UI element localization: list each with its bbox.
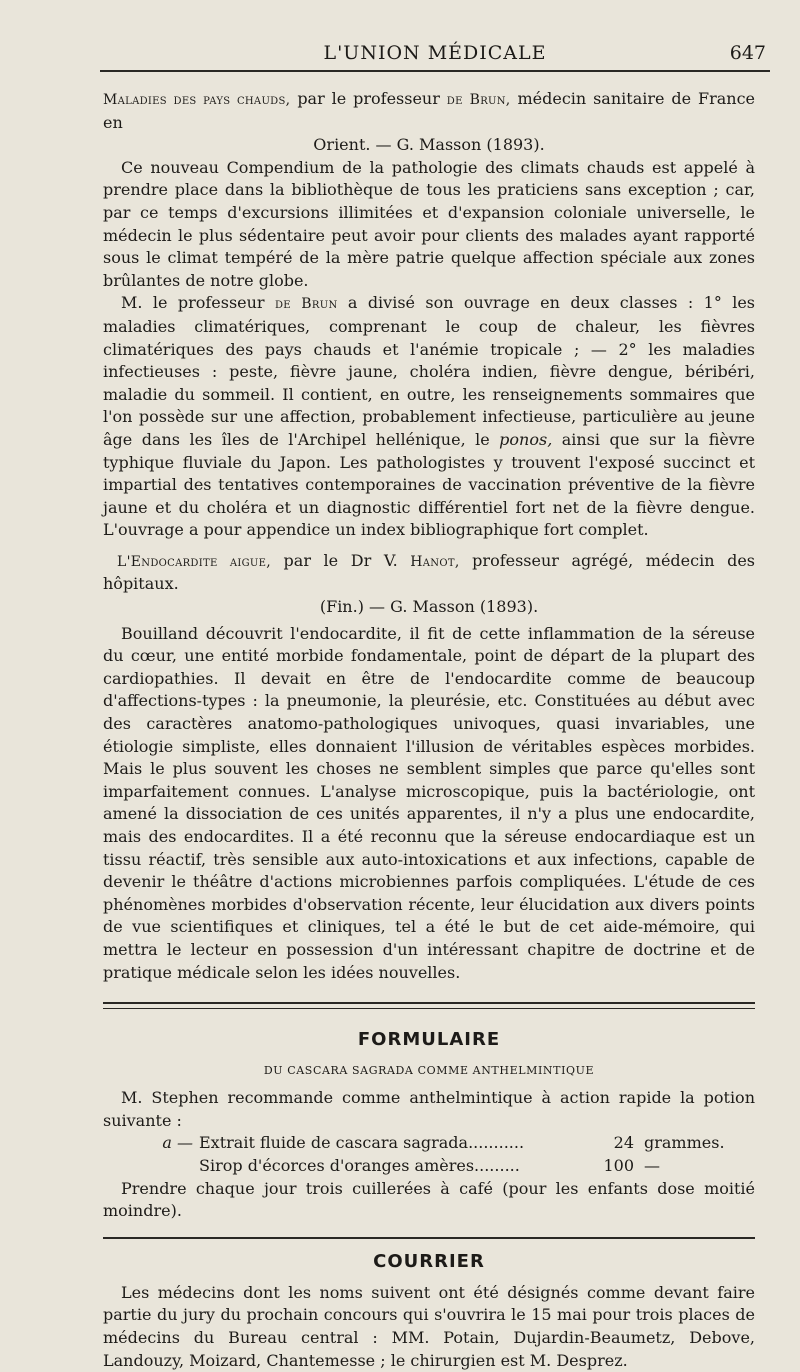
doctor-abbrev: Dr [350, 550, 372, 570]
review-heading-maladies [103, 88, 755, 157]
recipe-mark: a — [162, 1133, 193, 1153]
review-paragraph [103, 292, 755, 542]
recipe-line [103, 1155, 755, 1178]
section-divider [103, 1237, 755, 1239]
text-run: a divisé son ouvrage en deux classes : 1° les maladies climatériques, comprenant le coup de chaleur, les fièvres climatériques des pays chauds et l'anémie tropicale ; — 2° les maladies infectieuses : peste, fièvre jaune, choléra indien, fièvre dengue, béribéri, maladie du sommeil. Il contient, en outre, les renseignements sommaires que l'on possède sur une affection, probablement infectieuse, particulière au jeune âge dans les îles de l'Archipel hellénique, le [103, 293, 756, 449]
formula-subtitle: DU CASCARA SAGRADA COMME ANTHELMINTIQUE [263, 1064, 595, 1078]
review-paragraph: Ce nouveau Compendium de la pathologie des climats chauds est appelé à prendre place dans la bibliothèque de tous les praticiens sans exception ; car, par ce temps d'excursions illimitées et d'expansion coloniale universelle, le médecin le plus sédentaire peut avoir pour clients des malades ayant rapporté sous le climat tempéré de la mère patrie quelque affection spéciale aux zones brûlantes de notre globe. [103, 157, 755, 290]
publication-info: (Fin.) — G. Masson (1893). [319, 597, 539, 617]
recipe-ingredient: Sirop d'écorces d'oranges amères......... [199, 1155, 520, 1175]
italic-term: ponos, [499, 429, 553, 449]
by-text: par le professeur [297, 89, 440, 108]
review-paragraph: Bouilland découvrit l'endocardite, il fit de cette inflammation de la séreuse du cœur, une entité morbide fondamentale, point de départ de la plupart des cardiopathies. Il devait en être de l'endocardite comme de beaucoup d'affections-types : la pneumonie, la pleurésie, etc. Constituées au début avec des caractères anatomo-pathologiques univoques, quasi invariables, une étiologie simpliste, elles donnaient l'illusion de véritables espèces morbides. Mais le plus souvent les choses ne semblent simples que parce qu'elles sont imparfaitement connues. L'analyse microscopique, puis la bactériologie, ont amené la dissociation de ces unités apparentes, il n'y a plus une endocardite, mais des endocardites. Il a été reconnu que la séreuse endocardiaque est un tissu réactif, très sensible aux auto-intoxications et aux infections, capable de devenir le théâtre d'actions microbiennes parfois compliquées. L'étude de ces phénomènes morbides d'observation récente, leur élucidation aux divers points de vue scientifiques et cliniques, tel a été le but de cet aide-mémoire, qui mettra le lecteur en possession d'un intéressant chapitre de doctrine et de pratique médicale selon les idées nouvelles. [103, 623, 755, 982]
courrier-paragraph: Les médecins dont les noms suivent ont été désignés comme devant faire partie du jury du prochain concours qui s'ouvrira le 15 mai pour trois places de médecins du Bureau central : MM. Potain, Dujardin-Beaumetz, Debove, Landouzy, Moizard, Chantemesse ; le chirurgien est M. Desprez. [103, 1282, 755, 1370]
text-run: ainsi que sur la fièvre typhique fluviale du Japon. Les pathologistes y trouvent l'exposé succinct et impartial des tentatives contemporaines de vaccination préventive de la fièvre jaune et du choléra et un diagnostic différentiel fort net de la fièvre dengue. L'ouvrage a pour appendice un index bibliographique fort complet. [103, 429, 756, 540]
page-number: 647 [729, 42, 766, 64]
author-affiliation: médecin sanitaire de France en [103, 89, 755, 132]
recipe-ingredient: Extrait fluide de cascara sagrada........... [199, 1133, 525, 1153]
recipe-quantity: 24 [613, 1133, 634, 1153]
recipe-quantity: 100 [603, 1155, 634, 1175]
book-title: L'Endocardite aigue, [117, 553, 271, 570]
author-particle: de [446, 92, 463, 108]
author-initial: V. [383, 550, 398, 570]
page-header [100, 40, 770, 72]
recipe-mark [103, 1155, 199, 1178]
recipe-line [103, 1132, 755, 1155]
page-content [103, 88, 755, 1372]
publication-info: Orient. — G. Masson (1893). [313, 135, 545, 155]
text-run: M. le professeur [121, 293, 265, 313]
formula-recipe [103, 1132, 755, 1177]
running-title: L'UNION MÉDICALE [323, 42, 547, 64]
author-particle: de [274, 296, 291, 313]
author-name: Hanot, [410, 553, 460, 570]
section-divider [103, 1002, 755, 1009]
author-name: Brun [301, 296, 338, 313]
section-title-formulaire: FORMULAIRE [357, 1029, 501, 1051]
recipe-unit: grammes. [644, 1133, 725, 1153]
author-name: Brun, [469, 92, 511, 108]
author-affiliation: professeur agrégé, médecin des hôpitaux. [103, 550, 756, 594]
review-heading-endocardite [103, 550, 755, 619]
formula-intro: M. Stephen recommande comme anthelmintique à action rapide la potion suivante : [103, 1088, 755, 1130]
book-title: Maladies des pays chauds, [103, 92, 291, 108]
formula-instruction: Prendre chaque jour trois cuillerées à café (pour les enfants dose moitié moindre). [103, 1178, 755, 1221]
by-text: par le [283, 550, 339, 570]
section-title-courrier: COURRIER [373, 1250, 485, 1272]
recipe-unit: — [644, 1155, 660, 1175]
